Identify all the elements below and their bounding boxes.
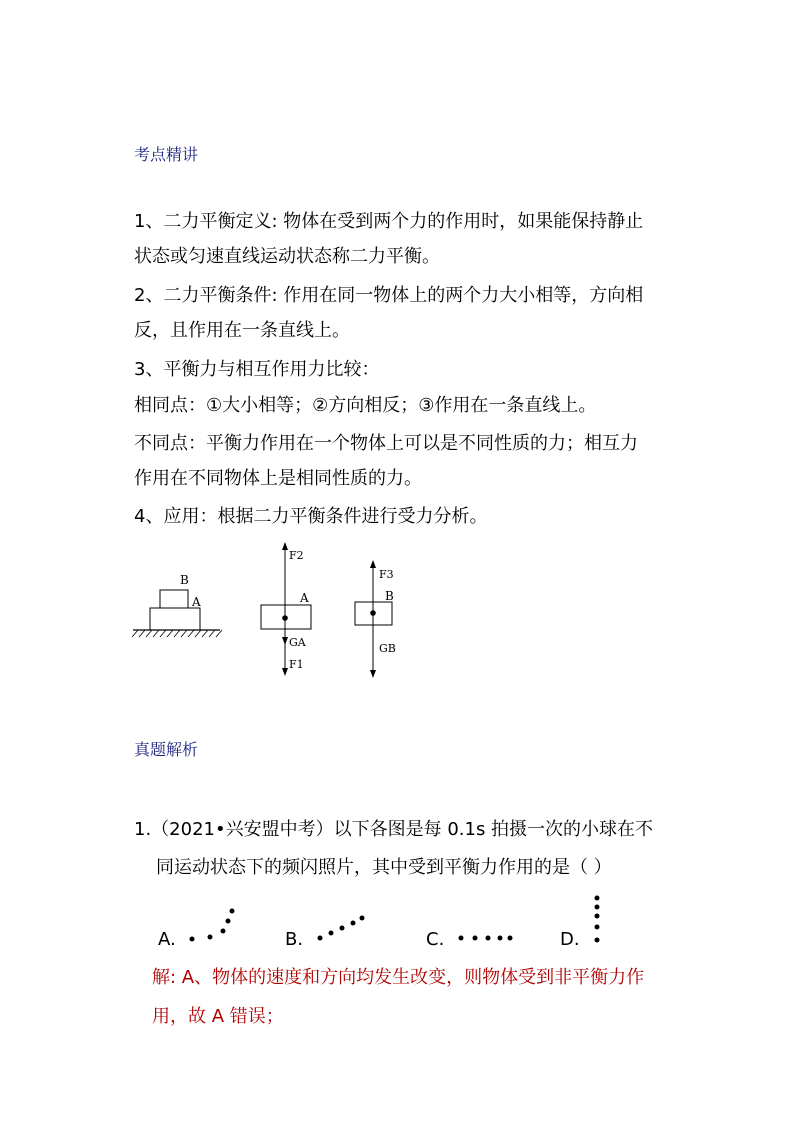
- answer-line: 用，故 A 错误；: [152, 1006, 284, 1027]
- text-line: 4、应用：根据二力平衡条件进行受力分析。: [134, 506, 488, 527]
- section-heading-exam-analysis: 真题解析: [134, 740, 199, 759]
- option-d-label: D.: [560, 929, 580, 950]
- option-a-dots: [185, 903, 240, 948]
- block-a: [150, 608, 200, 630]
- option-c-label: C.: [426, 929, 445, 950]
- arrow-down-gb: [370, 670, 376, 678]
- question-line: 1.（2021•兴安盟中考）以下各图是每 0.1s 拍摄一次的小球在不: [134, 819, 654, 840]
- text-line: 状态或匀速直线运动状态称二力平衡。: [134, 246, 440, 267]
- text-line: 2、二力平衡条件: 作用在同一物体上的两个力大小相等，方向相: [134, 285, 644, 306]
- label-ga: GA: [289, 636, 306, 649]
- block-a-force-diagram: [261, 542, 311, 676]
- label-b: B: [180, 573, 189, 587]
- stacked-blocks-diagram: [132, 573, 222, 637]
- force-diagram: [128, 540, 428, 685]
- text-line: 作用在不同物体上是相同性质的力。: [134, 468, 422, 489]
- option-b-dots: [314, 910, 369, 945]
- arrow-up-f3: [370, 560, 376, 568]
- option-b-label: B.: [285, 929, 304, 950]
- section-heading-key-points: 考点精讲: [134, 145, 199, 164]
- block-b-force-diagram: [355, 560, 396, 678]
- label-f2: F2: [289, 549, 304, 562]
- text-line: 相同点：①大小相等；②方向相反；③作用在一条直线上。: [134, 395, 597, 416]
- center-point-a: [282, 615, 288, 621]
- label-a-center: A: [300, 591, 309, 605]
- text-line: 反，且作用在一条直线上。: [134, 320, 350, 341]
- label-f3: F3: [379, 568, 394, 581]
- option-d-dots: [588, 890, 606, 948]
- center-point-b: [370, 610, 376, 616]
- label-b-center: B: [385, 589, 394, 603]
- question-line: 同运动状态下的频闪照片，其中受到平衡力作用的是（ ）: [156, 857, 612, 878]
- label-gb: GB: [379, 642, 396, 655]
- option-a-label: A.: [158, 929, 176, 950]
- text-line: 1、二力平衡定义: 物体在受到两个力的作用时，如果能保持静止: [134, 211, 644, 232]
- arrow-down-ga: [282, 637, 288, 645]
- text-line: 3、平衡力与相互作用力比较：: [134, 359, 380, 380]
- text-line: 不同点：平衡力作用在一个物体上可以是不同性质的力；相互力: [134, 433, 638, 454]
- ground-hatch: [132, 630, 222, 637]
- arrow-up-f2: [282, 542, 288, 550]
- label-f1: F1: [289, 658, 304, 671]
- answer-line: 解: A、物体的速度和方向均发生改变，则物体受到非平衡力作: [152, 967, 645, 988]
- label-a: A: [192, 595, 201, 609]
- arrow-down-f1: [282, 668, 288, 676]
- block-b: [160, 590, 188, 608]
- option-c-dots: [455, 928, 520, 948]
